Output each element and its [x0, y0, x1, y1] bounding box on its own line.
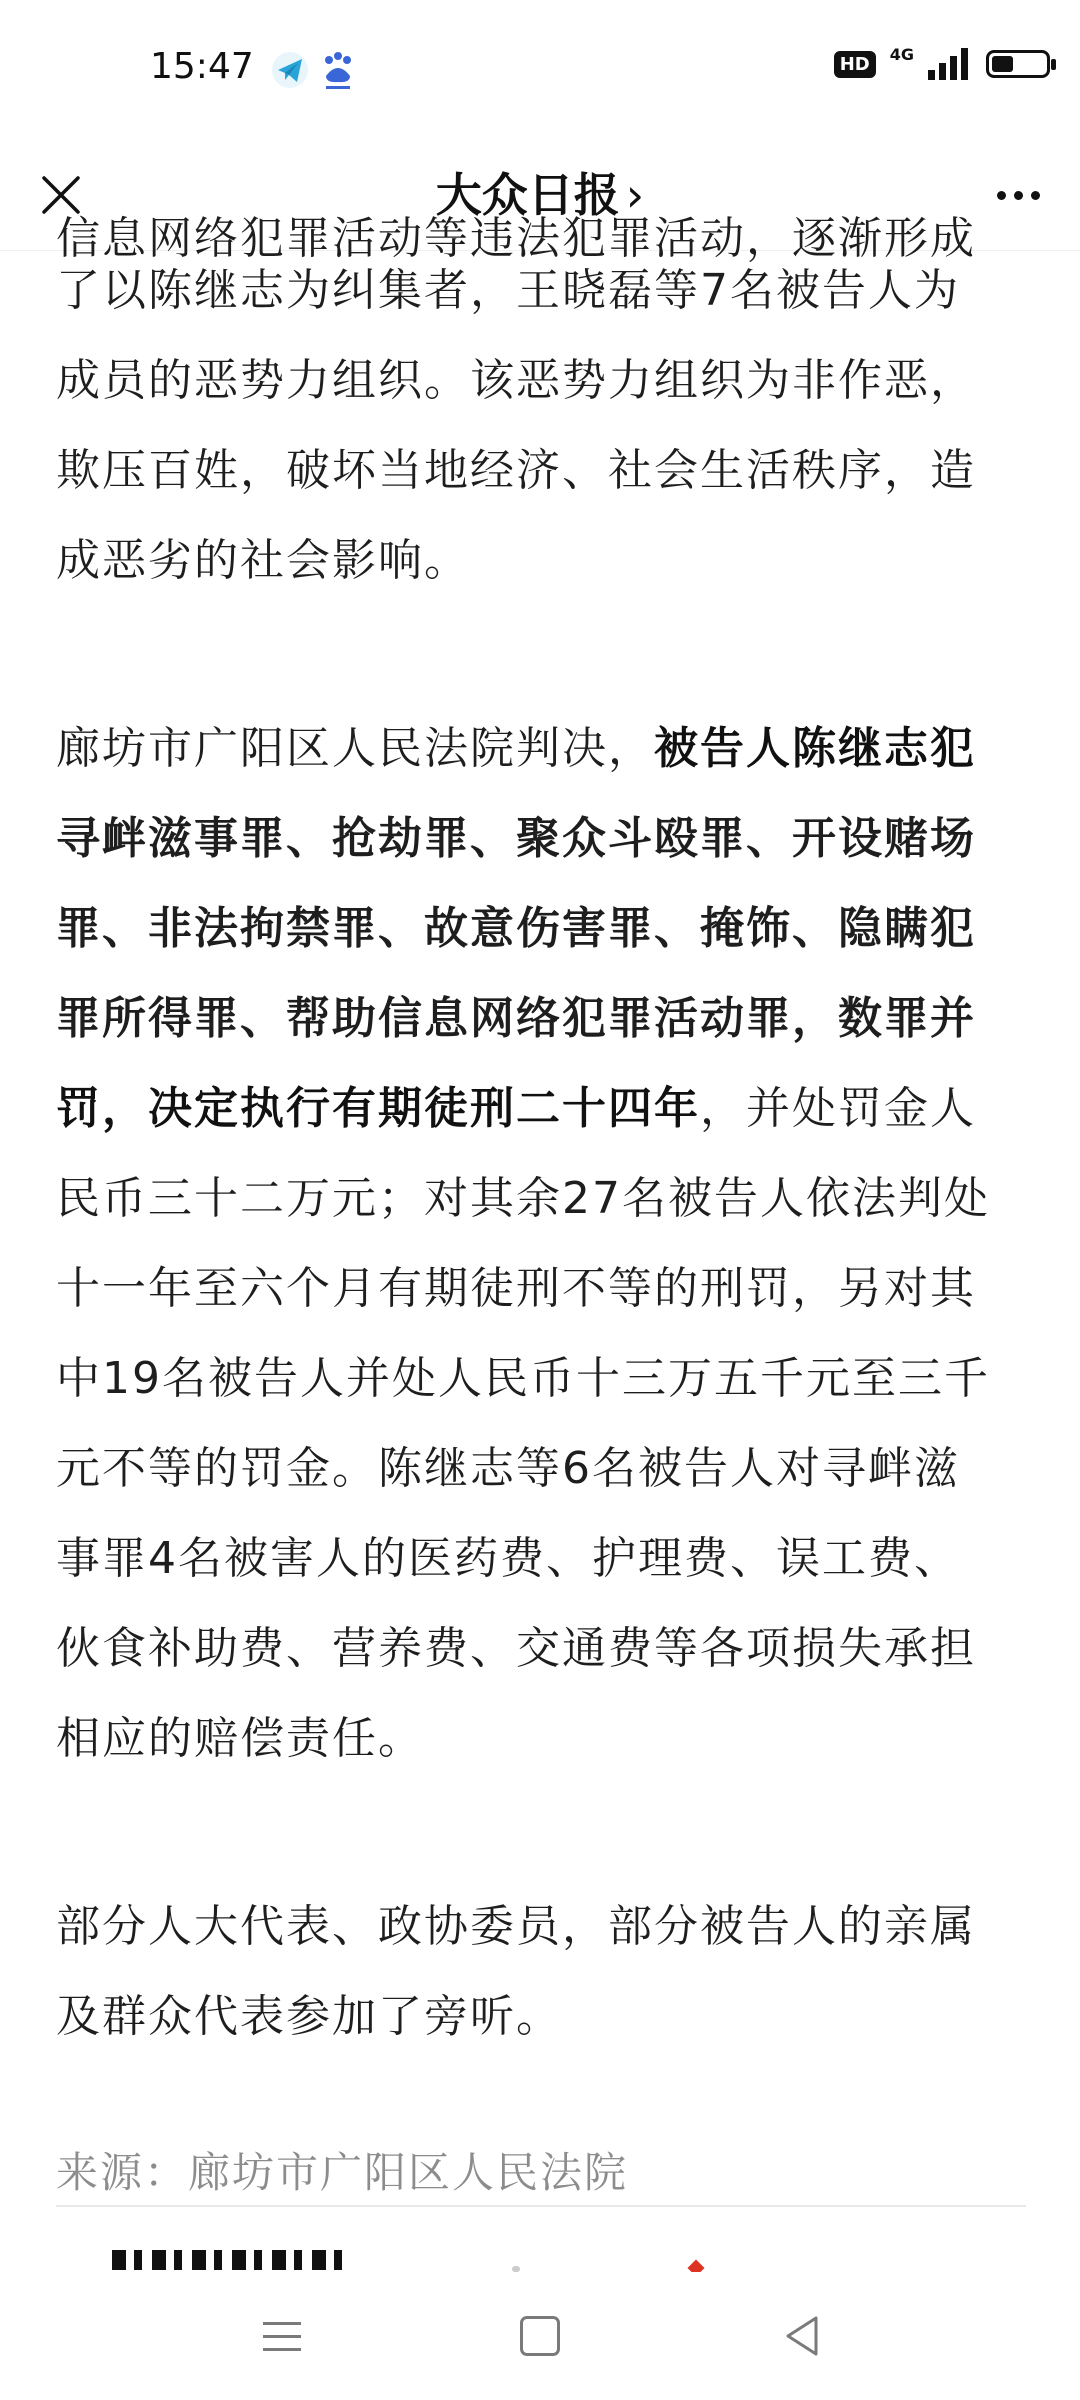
baidu-icon [320, 50, 356, 90]
article-line: 廊坊市广阳区人民法院判决，被告人陈继志犯 [56, 723, 976, 774]
article-line: 民币三十二万元；对其余27名被告人依法判处 [56, 1173, 990, 1224]
back-icon [782, 2314, 822, 2358]
home-icon [520, 2316, 560, 2356]
article-line: 寻衅滋事罪、抢劫罪、聚众斗殴罪、开设赌场 [56, 813, 976, 864]
home-button[interactable] [508, 2304, 572, 2368]
article-body [56, 213, 1026, 2062]
more-button[interactable] [982, 162, 1054, 228]
article-line: 及群众代表参加了旁听。 [56, 1991, 562, 2042]
article-line: 中19名被告人并处人民币十三万五千元至三千 [56, 1353, 990, 1404]
menu-button[interactable] [250, 2304, 314, 2368]
telegram-icon [270, 50, 310, 90]
paragraph-1 [56, 246, 1026, 606]
article-line: 相应的赔偿责任。 [56, 1713, 424, 1764]
battery-icon [986, 50, 1050, 78]
article-line: 成员的恶势力组织。该恶势力组织为非作恶， [56, 355, 976, 406]
article-line: 事罪4名被害人的医药费、护理费、误工费、 [56, 1533, 960, 1584]
divider [56, 2205, 1026, 2207]
article-line: 罚，决定执行有期徒刑二十四年，并处罚金人 [56, 1083, 976, 1134]
system-nav-bar [0, 2272, 1080, 2400]
page-title: 大众日报 [435, 168, 620, 222]
article-line: 元不等的罚金。陈继志等6名被告人对寻衅滋 [56, 1443, 960, 1494]
qr-code-image [112, 2250, 342, 2270]
article-line: 部分人大代表、政协委员，部分被告人的亲属 [56, 1901, 976, 1952]
back-button[interactable] [770, 2304, 834, 2368]
article-line: 罪、非法拘禁罪、故意伤害罪、掩饰、隐瞒犯 [56, 903, 976, 954]
article-source: 来源：廊坊市广阳区人民法院 [56, 2148, 629, 2197]
article-line: 信息网络犯罪活动等违法犯罪活动，逐渐形成 [56, 213, 976, 264]
article-line: 成恶劣的社会影响。 [56, 535, 470, 586]
status-bar [0, 0, 1080, 140]
paragraph-2 [56, 704, 1026, 1784]
more-icon [997, 191, 1006, 200]
article-line: 伙食补助费、营养费、交通费等各项损失承担 [56, 1623, 976, 1674]
signal-icon [928, 48, 972, 80]
article-line: 十一年至六个月有期徒刑不等的刑罚，另对其 [56, 1263, 976, 1314]
article-line: 欺压百姓，破坏当地经济、社会生活秩序，造 [56, 445, 976, 496]
menu-icon [263, 2322, 301, 2325]
system-icons [834, 44, 1050, 80]
chevron-right-icon: › [625, 168, 645, 222]
article-line: 了以陈继志为纠集者，王晓磊等7名被告人为 [56, 265, 960, 316]
hd-icon: HD [834, 51, 876, 78]
status-time: 15:47 [150, 46, 254, 87]
article-line: 罪所得罪、帮助信息网络犯罪活动罪，数罪并 [56, 993, 976, 1044]
network-type: 4G [889, 44, 914, 64]
paragraph-3 [56, 1882, 1026, 2062]
